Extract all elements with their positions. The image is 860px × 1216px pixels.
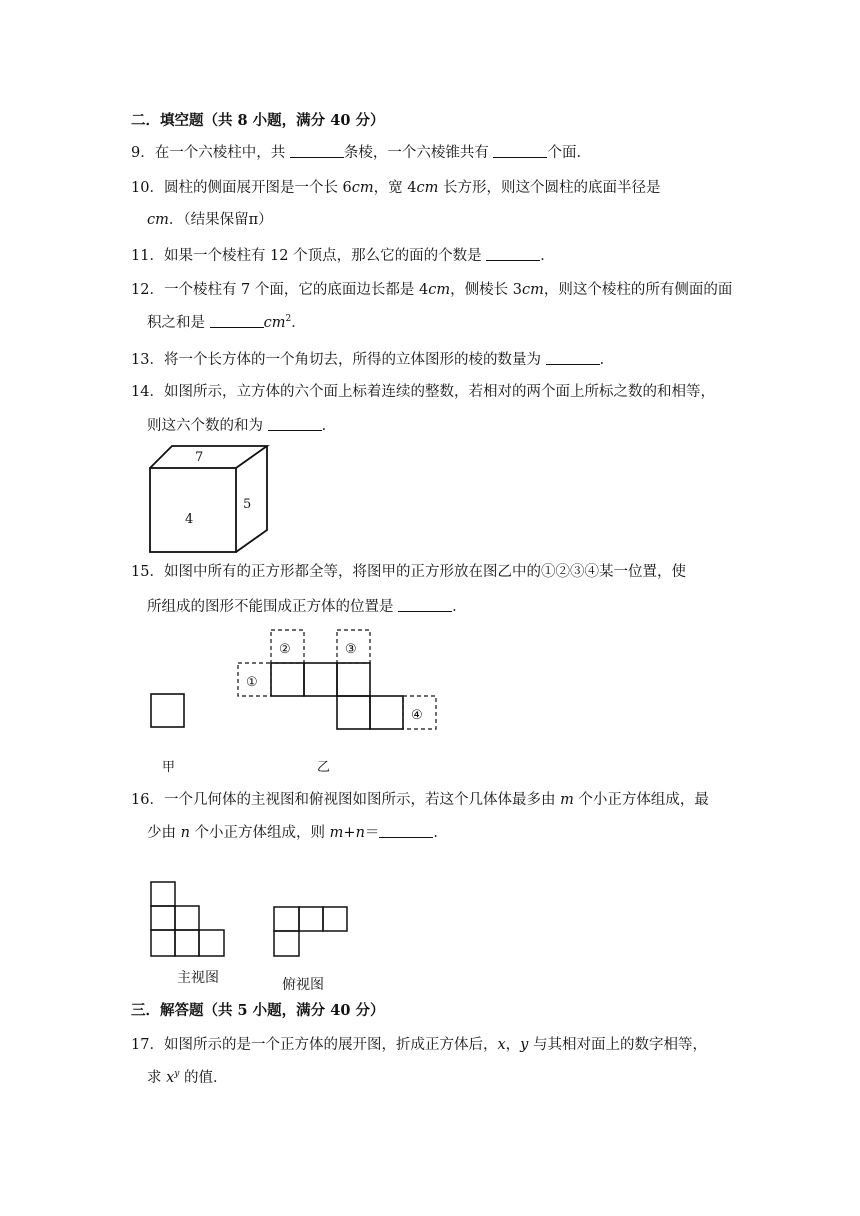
q10-unit: cm bbox=[351, 180, 374, 196]
cube-top-face bbox=[150, 446, 267, 468]
cube-front-label: 4 bbox=[185, 512, 194, 527]
q9-text-b: 条棱，一个六棱锥共有 bbox=[343, 145, 494, 161]
q16-text: ＝ bbox=[364, 825, 380, 841]
q17-text: 17．如图所示的是一个正方体的展开图，折成正方体后， bbox=[131, 1037, 498, 1053]
q12-blank bbox=[210, 313, 264, 328]
q17-var-y: y bbox=[520, 1037, 529, 1053]
question-15-line-1: 15．如图中所有的正方形都全等，将图甲的正方形放在图乙中的①②③④某一位置，使 bbox=[131, 564, 686, 580]
q16-var-n: n bbox=[355, 825, 365, 841]
question-16-line-1 bbox=[131, 790, 709, 810]
question-9 bbox=[131, 143, 591, 163]
cube-side-face bbox=[236, 446, 267, 552]
section-heading: 二．填空题（共 8 小题，满分 40 分） bbox=[131, 112, 385, 129]
q12-text-end: ． bbox=[291, 315, 306, 331]
q9-text-c: 个面． bbox=[547, 145, 591, 161]
q12-text: ，侧棱长 3 bbox=[450, 282, 522, 298]
q10-text: ．（结果保留π） bbox=[168, 212, 273, 228]
q9-blank-1 bbox=[290, 143, 344, 158]
q12-text: 12．一个棱柱有 7 个面，它的底面边长都是 4 bbox=[131, 282, 429, 298]
q14-text: 则这六个数的和为 bbox=[147, 418, 268, 434]
question-17-line-2 bbox=[147, 1068, 228, 1088]
front-view-grid bbox=[151, 882, 224, 956]
q16-var-m: m bbox=[329, 825, 344, 841]
q15-text: 所组成的图形不能围成正方体的位置是 bbox=[147, 599, 399, 615]
views-figure bbox=[145, 880, 375, 995]
q10-text: 长方形，则这个圆柱的底面半径是 bbox=[438, 180, 661, 196]
net-yi-squares bbox=[271, 663, 403, 729]
q11-blank bbox=[486, 246, 540, 261]
q17-exponent-y: y bbox=[174, 1069, 180, 1079]
cube-front-face bbox=[150, 468, 236, 552]
q12-text: 积之和是 bbox=[147, 315, 210, 331]
q17-var-x: x bbox=[497, 1037, 506, 1053]
q12-unit: cm bbox=[428, 282, 451, 298]
q17-text: 与其相对面上的数字相等， bbox=[528, 1037, 707, 1053]
q17-text: 求 bbox=[147, 1070, 167, 1086]
top-view-label: 俯视图 bbox=[282, 977, 324, 993]
q11-text-end: ． bbox=[540, 248, 555, 264]
figure-yi-label: 乙 bbox=[317, 760, 331, 775]
question-10-line-1 bbox=[131, 178, 661, 198]
q11-text: 11．如果一个棱柱有 12 个顶点，那么它的面的个数是 bbox=[131, 248, 487, 264]
q14-blank bbox=[268, 416, 322, 431]
question-11 bbox=[131, 246, 555, 266]
q14-text-end: ． bbox=[321, 418, 337, 434]
q15-blank bbox=[398, 597, 452, 612]
q16-var-n: n bbox=[180, 825, 190, 841]
q16-var-m: m bbox=[560, 792, 574, 808]
position-2-label: ② bbox=[279, 642, 291, 657]
q16-text: 少由 bbox=[147, 825, 181, 841]
q16-text: 16．一个几何体的主视图和俯视图如图所示，若这个几体体最多由 bbox=[131, 792, 561, 808]
cube-top-label: 7 bbox=[195, 450, 204, 465]
top-view-grid bbox=[274, 907, 347, 956]
question-12-line-2 bbox=[147, 313, 306, 333]
q16-blank bbox=[379, 823, 433, 838]
q9-text-a: 9．在一个六棱柱中，共 bbox=[131, 145, 290, 161]
question-17-line-1 bbox=[131, 1035, 707, 1055]
q16-text: + bbox=[343, 825, 356, 841]
q10-unit: cm bbox=[416, 180, 439, 196]
q9-blank-2 bbox=[493, 143, 547, 158]
q13-text-end: ． bbox=[599, 352, 615, 368]
square-net-figure bbox=[140, 628, 460, 778]
q12-unit: cm bbox=[521, 282, 544, 298]
position-4-label: ④ bbox=[411, 708, 423, 723]
q17-var-x: x bbox=[166, 1070, 175, 1086]
question-14-line-1: 14．如图所示，立方体的六个面上标着连续的整数，若相对的两个面上所标之数的和相等， bbox=[131, 384, 715, 400]
q16-text-end: ． bbox=[433, 825, 448, 841]
position-1-label: ① bbox=[246, 675, 258, 690]
cube-figure bbox=[149, 445, 269, 555]
question-12-line-1 bbox=[131, 280, 732, 300]
square-jia bbox=[151, 694, 184, 727]
q17-text: ， bbox=[505, 1037, 521, 1053]
question-14-line-2 bbox=[147, 416, 336, 436]
cube-side-label: 5 bbox=[243, 497, 252, 512]
q10-text: 10．圆柱的侧面展开图是一个长 6 bbox=[131, 180, 352, 196]
front-view-label: 主视图 bbox=[177, 970, 219, 986]
q15-text-end: ． bbox=[452, 599, 467, 615]
q17-text: 的值． bbox=[179, 1070, 228, 1086]
q16-text: 个小正方体组成，则 bbox=[189, 825, 330, 841]
question-10-line-2 bbox=[147, 210, 273, 230]
q16-text: 个小正方体组成，最 bbox=[573, 792, 709, 808]
question-16-line-2 bbox=[147, 823, 448, 843]
q12-text: ，则这个棱柱的所有侧面的面 bbox=[543, 282, 733, 298]
section-heading-3: 三．解答题（共 5 小题，满分 40 分） bbox=[131, 1002, 385, 1019]
position-3-label: ③ bbox=[345, 642, 357, 657]
q10-unit: cm bbox=[147, 212, 169, 228]
question-13 bbox=[131, 350, 614, 370]
question-15-line-2 bbox=[147, 597, 467, 617]
q13-text: 13．将一个长方体的一个角切去，所得的立体图形的棱的数量为 bbox=[131, 352, 546, 368]
q12-exponent: 2 bbox=[285, 314, 292, 324]
figure-jia-label: 甲 bbox=[162, 760, 176, 775]
q13-blank bbox=[546, 350, 600, 365]
q12-unit: cm bbox=[263, 315, 286, 331]
q10-text: ，宽 4 bbox=[373, 180, 417, 196]
